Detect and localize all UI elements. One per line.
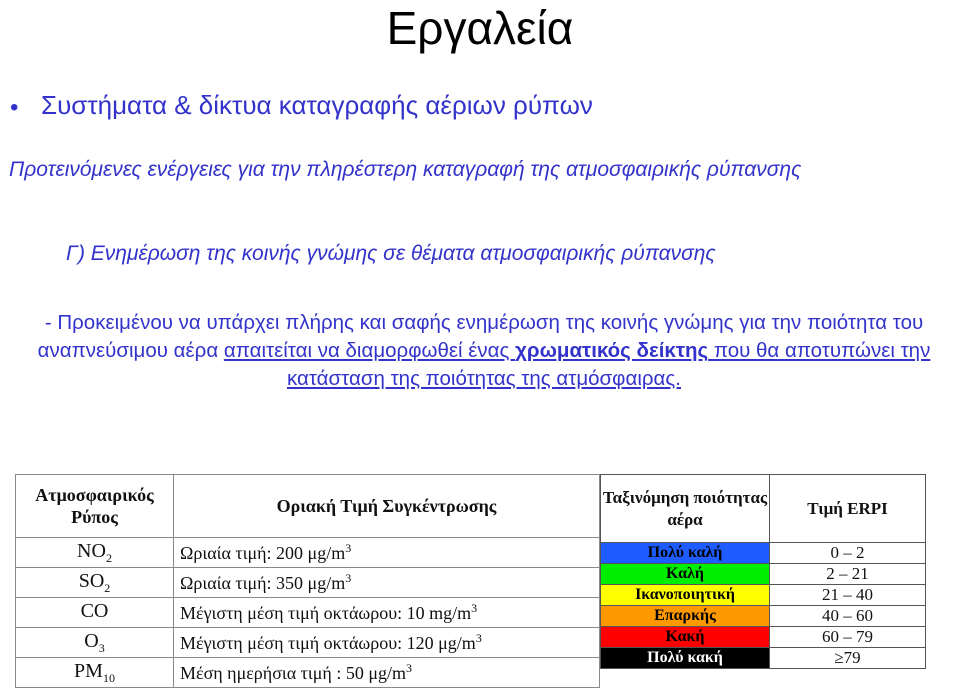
value-cell: 60 – 79 [770, 627, 926, 648]
pollutant-cell: $PM_{10}$ [16, 658, 174, 688]
value-cell: 2 – 21 [770, 564, 926, 585]
table-header-row [601, 475, 926, 543]
pollutant-cell: $SO_2$ [16, 568, 174, 598]
subtitle: Προτεινόμενες ενέργειες για την πληρέστερη καταγραφή της ατμοσφαιρικής ρύπανσης [9, 158, 802, 181]
paragraph-bold-link[interactable]: χρωματικός δείκτης [515, 339, 709, 362]
table-row [16, 568, 600, 598]
limit-cell: Ωριαία τιμή: 350 $\mu g/m^3$ [174, 568, 600, 598]
limit-cell: Μέγιστη μέση τιμή οκτάωρου: 10 $mg/m^3$ [174, 598, 600, 628]
header-erpi: Τιμή ERPI [770, 475, 926, 543]
table-row [601, 627, 926, 648]
value-cell: 21 – 40 [770, 585, 926, 606]
erpi-table [600, 474, 926, 669]
table-row [601, 585, 926, 606]
pollutant-cell: CO [16, 598, 174, 628]
class-cell: Επαρκής [601, 606, 770, 627]
section-heading: Γ) Ενημέρωση της κοινής γνώμης σε θέματα ατμοσφαιρικής ρύπανσης [66, 242, 716, 265]
bullet-icon: • [10, 94, 19, 121]
value-cell: ≥79 [770, 648, 926, 669]
class-cell: Ικανοποιητική [601, 585, 770, 606]
class-cell: Πολύ κακή [601, 648, 770, 669]
header-limit: Οριακή Τιμή Συγκέντρωσης [174, 475, 600, 538]
page-title: Εργαλεία [386, 2, 574, 54]
table-row [601, 606, 926, 627]
limit-cell: Μέση ημερήσια τιμή : 50 $\mu g/m^3$ [174, 658, 600, 688]
limit-cell: Ωριαία τιμή: 200 $\mu g/m^3$ [174, 538, 600, 568]
body-paragraph [9, 309, 959, 393]
table-row [601, 543, 926, 564]
class-cell: Καλή [601, 564, 770, 585]
table-row [16, 628, 600, 658]
pollutant-cell: $O_3$ [16, 628, 174, 658]
table-row [601, 648, 926, 669]
limit-cell: Μέγιστη μέση τιμή οκτάωρου: 120 $\mu g/m^3$ [174, 628, 600, 658]
paragraph-link-2[interactable]: που θα αποτυπώνει την κατάσταση της ποιότητας της ατμόσφαιρας. [287, 339, 931, 390]
value-cell: 40 – 60 [770, 606, 926, 627]
header-pollutant: Ατμοσφαιρικός Ρύπος [16, 475, 174, 538]
table-row [16, 658, 600, 688]
class-cell: Πολύ καλή [601, 543, 770, 564]
table-row [16, 538, 600, 568]
table-header-row [16, 475, 600, 538]
table-row [16, 598, 600, 628]
header-classification: Ταξινόμηση ποιότητας αέρα [601, 475, 770, 543]
paragraph-text: - Προκειμένου να υπάρχει πλήρης και σαφής ενημέρωση της κοινής γνώμης για την ποιότητα του αναπνεύσιμου αέρα [37, 311, 924, 362]
pollutant-limits-table [15, 474, 600, 688]
pollutant-cell: $NO_2$ [16, 538, 174, 568]
class-cell: Κακή [601, 627, 770, 648]
value-cell: 0 – 2 [770, 543, 926, 564]
main-heading: Συστήματα & δίκτυα καταγραφής αέριων ρύπων [41, 90, 593, 120]
table-row [601, 564, 926, 585]
paragraph-link-1[interactable]: απαιτείται να διαμορφωθεί ένας [223, 339, 516, 362]
